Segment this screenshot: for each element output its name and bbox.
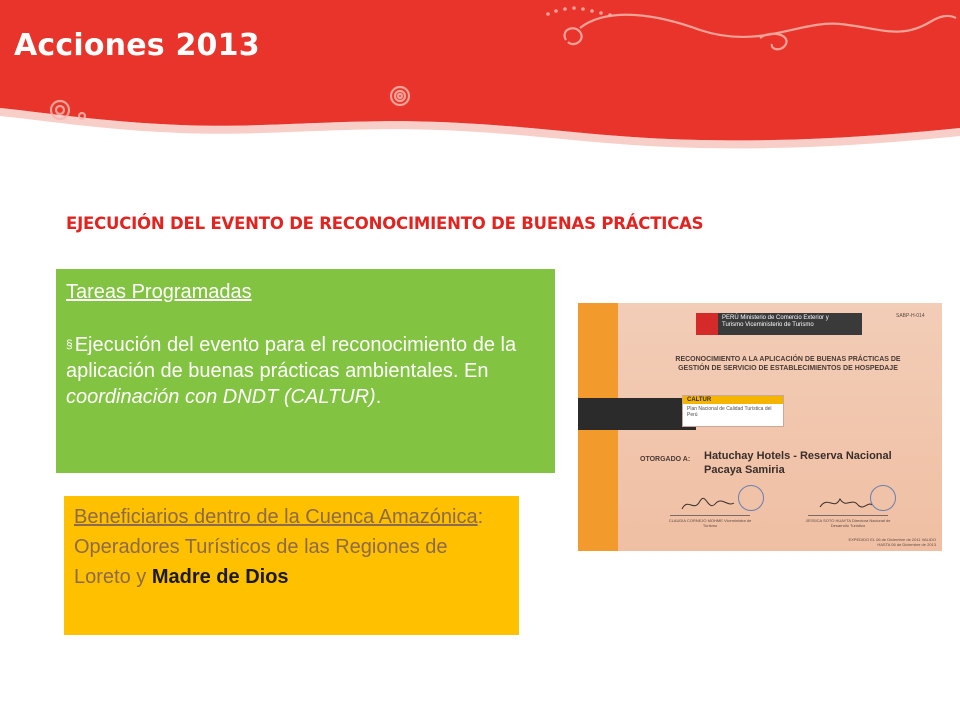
certificate-ref-code: SABP-H-014 (896, 313, 925, 319)
seal-right-icon (870, 485, 896, 511)
tasks-text: Ejecución del evento para el reconocimiento de la aplicación de buenas prácticas ambientales. En (66, 334, 517, 382)
caltur-subtitle: Plan Nacional de Calidad Turística del Perú (687, 406, 772, 418)
beneficiaries-box (64, 496, 519, 635)
logo-vice: Viceministerio de Turismo (745, 322, 814, 328)
certificate-image (578, 303, 942, 551)
awarded-label: OTORGADO A: (640, 456, 691, 463)
page-title: Acciones 2013 (14, 28, 260, 63)
square-bullet-icon: § (66, 337, 73, 351)
caltur-logo (682, 395, 784, 427)
ministry-logo-text (722, 315, 842, 329)
logo-country: PERÚ (722, 315, 739, 321)
peru-logo-icon (696, 313, 718, 335)
signature-left-icon (678, 493, 738, 515)
header-banner (0, 0, 960, 160)
signer-right: JESSICA SOTO HUAYTA Directora Nacional de Desarrollo Turístico (805, 518, 891, 528)
beneficiaries-bold-text: Madre de Dios (151, 566, 289, 588)
seal-left-icon (738, 485, 764, 511)
tasks-box (56, 269, 555, 473)
awardee-name: Hatuchay Hotels - Reserva Nacional Pacaya Samiria (704, 450, 892, 476)
tasks-bullet-item (66, 331, 545, 410)
tasks-heading: Tareas Programadas (66, 281, 252, 303)
section-subtitle: EJECUCIÓN DEL EVENTO DE RECONOCIMIENTO DE BUENAS PRÁCTICAS (66, 214, 704, 233)
beneficiaries-text: : Operadores Turísticos de las Regiones de Loreto y (74, 506, 484, 588)
signer-left: CLAUDIA CORNEJO MOHME Viceministra de Turismo (668, 518, 752, 528)
certificate-validity: EXPEDIDO EL 06 de Diciembre de 2011 VALIDO HASTA 06 de Diciembre de 2013 (848, 537, 936, 547)
logo-ministry: Ministerio de Comercio Exterior y Turismo (722, 315, 829, 328)
signature-line-right (808, 515, 888, 516)
certificate-dark-band (578, 398, 696, 430)
signature-line-left (670, 515, 750, 516)
tasks-text-italic: coordinación con DNDT (CALTUR) (66, 386, 376, 408)
signature-right-icon (816, 493, 876, 515)
banner-shape (0, 0, 960, 160)
tasks-text-end: . (375, 386, 382, 408)
beneficiaries-label: Beneficiarios dentro de la Cuenca Amazónica (74, 506, 478, 528)
caltur-title: CALTUR (683, 396, 783, 404)
certificate-heading: RECONOCIMIENTO A LA APLICACIÓN DE BUENAS PRÁCTICAS DE GESTIÓN DE SERVICIO DE ESTABLECIMIENTOS DE HOSPEDAJE (675, 356, 901, 372)
